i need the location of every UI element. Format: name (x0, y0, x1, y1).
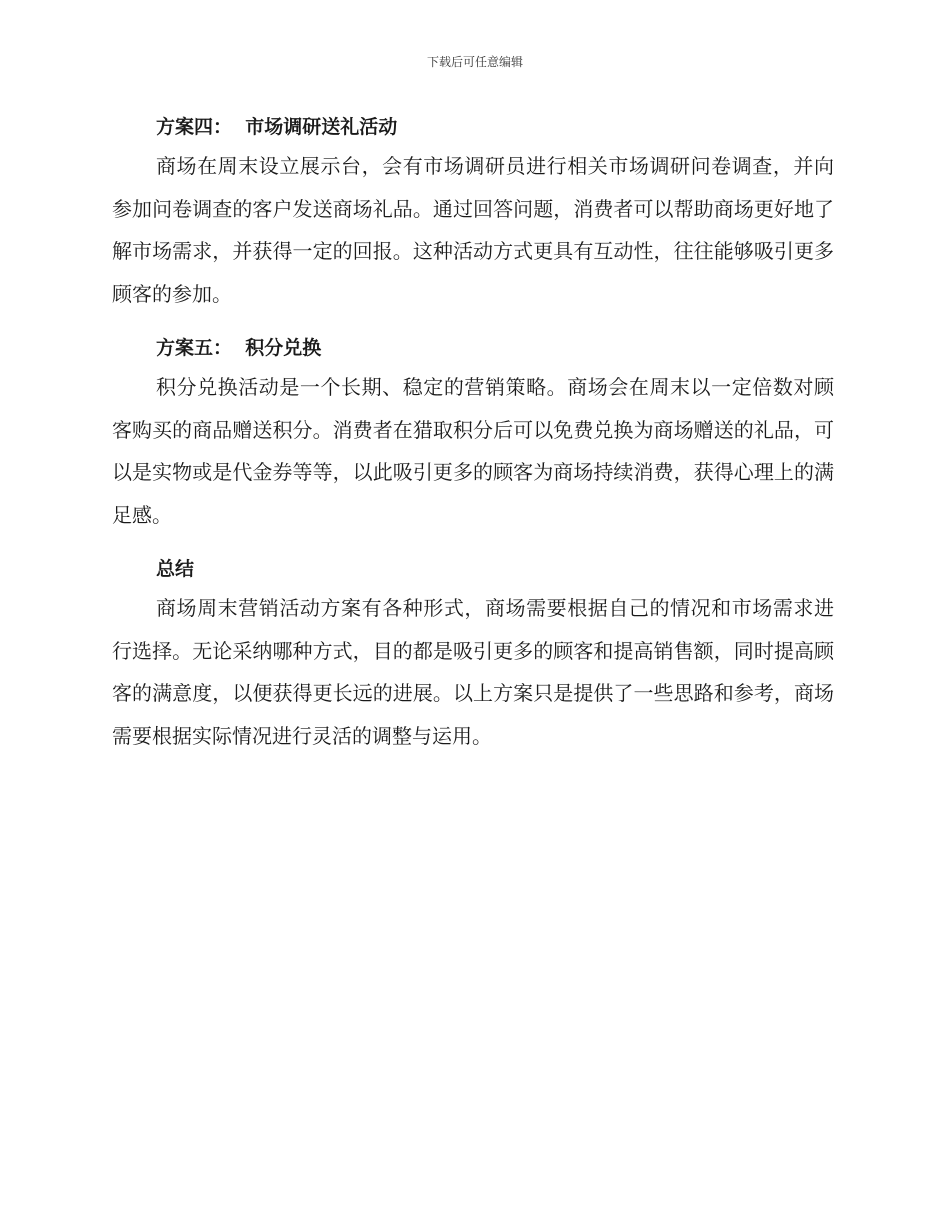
section-plan-four (112, 108, 834, 323)
section-paragraph: 商场在周末设立展示台，会有市场调研员进行相关市场调研问卷调查，并向参加问卷调查的客户发送商场礼品。通过回答问题，消费者可以帮助商场更好地了解市场需求，并获得一定的回报。这种活动方式更具有互动性，往往能够吸引更多顾客的参加。 (112, 154, 834, 306)
section-paragraph: 积分兑换活动是一个长期、稳定的营销策略。商场会在周末以一定倍数对顾客购买的商品赠送积分。消费者在猎取积分后可以免费兑换为商场赠送的礼品，可以是实物或是代金券等等，以此吸引更多的顾客为商场持续消费，获得心理上的满足感。 (112, 375, 834, 527)
section-heading: 方案四： 市场调研送礼活动 (156, 116, 398, 138)
page-header: 下载后可任意编辑 (426, 55, 523, 69)
section-heading: 方案五： 积分兑换 (156, 337, 322, 359)
section-summary (112, 550, 834, 765)
section-heading: 总结 (156, 558, 195, 580)
section-paragraph: 商场周末营销活动方案有各种形式，商场需要根据自己的情况和市场需求进行选择。无论采纳哪种方式，目的都是吸引更多的顾客和提高销售额，同时提高顾客的满意度，以便获得更长远的进展。以上方案只是提供了一些思路和参考，商场需要根据实际情况进行灵活的调整与运用。 (112, 596, 834, 748)
document-body (112, 108, 834, 765)
section-plan-five (112, 329, 834, 544)
